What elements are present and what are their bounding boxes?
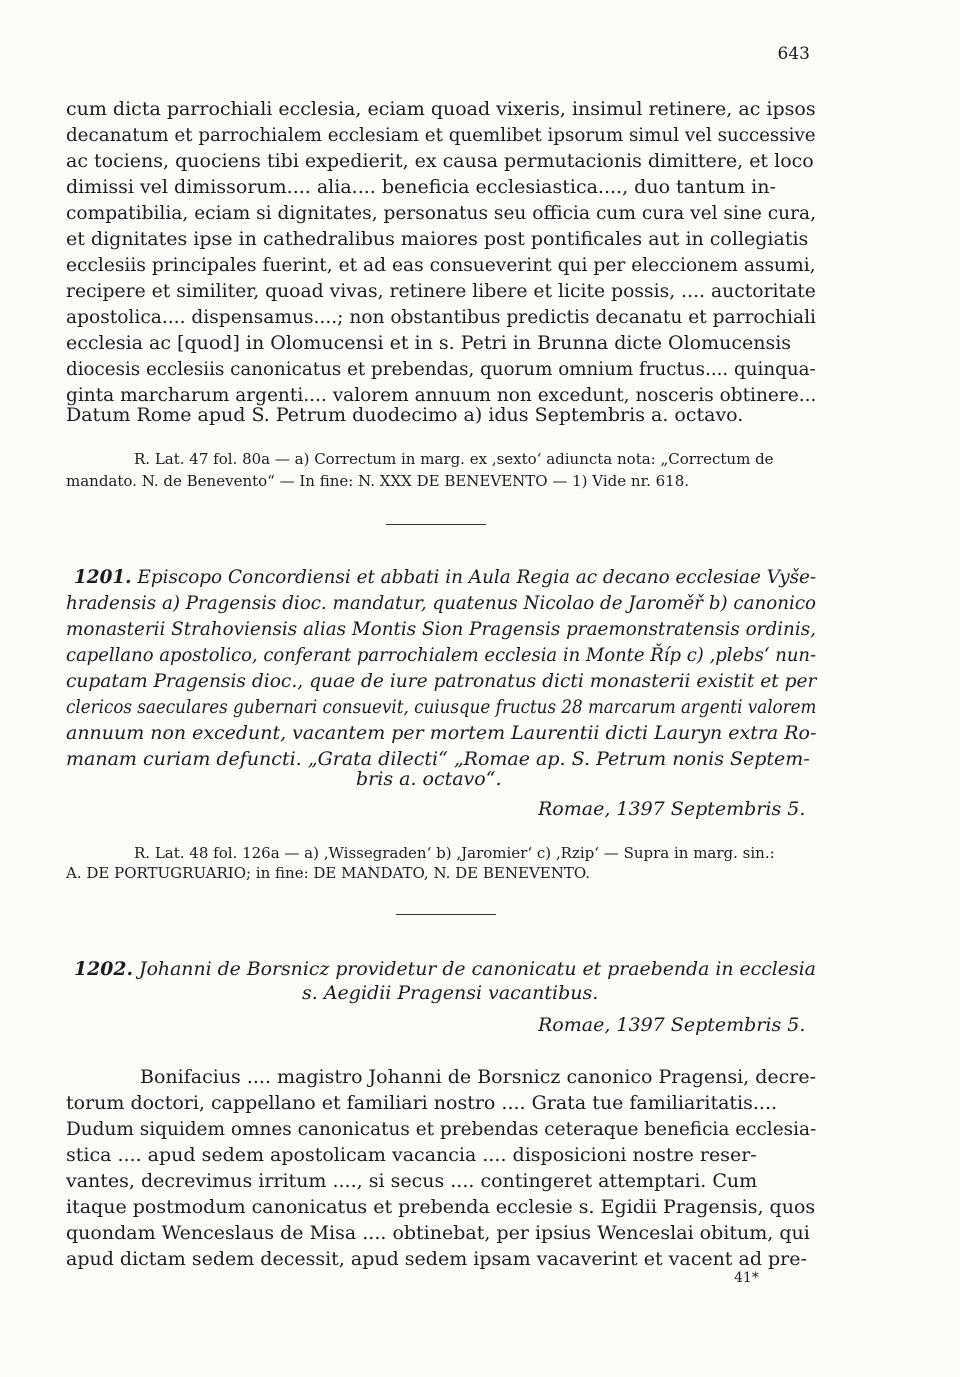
text-line: stica .... apud sedem apostolicam vacancia .... disposicioni nostre reser- (66, 1144, 757, 1166)
text-line: vantes, decrevimus irritum ...., si secus .... contingeret attemptari. Cum (66, 1170, 758, 1192)
text-line: Dudum siquidem omnes canonicatus et prebendas ceteraque beneficia ecclesia- (66, 1118, 817, 1140)
heading-line: manam curiam defuncti. „Grata dilecti“ „Romae ap. S. Petrum nonis Septem- (66, 748, 810, 770)
doc-number: 1201. (74, 566, 132, 588)
text-line: torum doctori, cappellano et familiari nostro .... Grata tue familiaritatis.... (66, 1092, 778, 1114)
heading-line: bris a. octavo“. (356, 768, 502, 790)
text-line: apostolica.... dispensamus....; non obstantibus predictis decanatu et parrochiali (66, 306, 816, 328)
text-line: itaque postmodum canonicatus et prebenda ecclesie s. Egidii Pragensis, quos (66, 1196, 816, 1218)
text-line: apud dictam sedem decessit, apud sedem ipsam vacaverint et vacent ad pre- (66, 1248, 807, 1270)
footnote-line: mandato. N. de Benevento“ — In fine: N. XXX DE BENEVENTO — 1) Vide nr. 618. (66, 472, 690, 490)
heading-line: 1201. Episcopo Concordiensi et abbati in Aula Regia ac decano ecclesiae Vyše- (74, 566, 817, 588)
separator-rule (386, 524, 486, 525)
text-line: ecclesiis principales fuerint, et ad eas consueverint qui per eleccionem assumi, (66, 254, 816, 276)
heading-line: s. Aegidii Pragensi vacantibus. (302, 982, 599, 1004)
doc-date: Romae, 1397 Septembris 5. (538, 798, 806, 820)
heading-line: capellano apostolico, conferant parrochialem ecclesia in Monte Říp c) ‚plebs‘ nun- (66, 644, 817, 666)
text-line: decanatum et parrochialem ecclesiam et quemlibet ipsorum simul vel successive (66, 124, 816, 146)
heading-line: monasterii Strahoviensis alias Montis Sion Pragensis praemonstratensis ordinis, (66, 618, 816, 640)
footnote-line: R. Lat. 48 fol. 126a — a) ‚Wissegraden‘ b) ‚Jaromier‘ c) ‚Rzip‘ — Supra in marg. sin.: (134, 844, 775, 862)
heading-line: clericos saeculares gubernari consuevit, cuiusque fructus 28 marcarum argenti valorem (66, 696, 817, 718)
signature-mark: 41* (734, 1270, 759, 1286)
text-line: cum dicta parrochiali ecclesia, eciam quoad vixeris, insimul retinere, ac ipsos (66, 98, 816, 120)
text-line: diocesis ecclesiis canonicatus et prebendas, quorum omnium fructus.... quinqua- (66, 358, 816, 380)
heading-line: annuum non excedunt, vacantem per mortem Laurentii dicti Lauryn extra Ro- (66, 722, 817, 744)
text-line: recipere et similiter, quoad vivas, retinere libere et licite possis, .... auctoritate (66, 280, 816, 302)
text-line: compatibilia, eciam si dignitates, personatus seu officia cum cura vel sine cura, (66, 202, 817, 224)
text-line: ecclesia ac [quod] in Olomucensi et in s. Petri in Brunna dicte Olomucensis (66, 332, 792, 354)
text-line: Datum Rome apud S. Petrum duodecimo a) idus Septembris a. octavo. (66, 404, 744, 426)
doc-number: 1202. (74, 958, 134, 980)
text-line: et dignitates ipse in cathedralibus maiores post pontificales aut in collegiatis (66, 228, 809, 250)
footnote-line: R. Lat. 47 fol. 80a — a) Correctum in marg. ex ‚sexto‘ adiuncta nota: „Correctum de (134, 450, 774, 468)
text-line: Bonifacius .... magistro Johanni de Borsnicz canonico Pragensi, decre- (140, 1066, 817, 1088)
heading-line: 1202. Johanni de Borsnicz providetur de canonicatu et praebenda in ecclesia (74, 958, 816, 980)
page-number: 643 (777, 44, 810, 64)
text-line: dimissi vel dimissorum.... alia.... beneficia ecclesiastica...., duo tantum in- (66, 176, 776, 198)
text-line: ginta marcharum argenti.... valorem annuum non excedunt, nosceris obtinere... (66, 384, 817, 406)
doc-date: Romae, 1397 Septembris 5. (538, 1014, 806, 1036)
heading-line: cupatam Pragensis dioc., quae de iure patronatus dicti monasterii existit et per (66, 670, 817, 692)
separator-rule (396, 914, 496, 915)
text-line: ac tociens, quociens tibi expedierit, ex causa permutacionis dimittere, et loco (66, 150, 814, 172)
footnote-line: A. DE PORTUGRUARIO; in fine: DE MANDATO, N. DE BENEVENTO. (66, 864, 591, 882)
text-line: quondam Wenceslaus de Misa .... obtinebat, per ipsius Wenceslai obitum, qui (66, 1222, 810, 1244)
heading-line: hradensis a) Pragensis dioc. mandatur, quatenus Nicolao de Jaroměř b) canonico (66, 592, 817, 614)
